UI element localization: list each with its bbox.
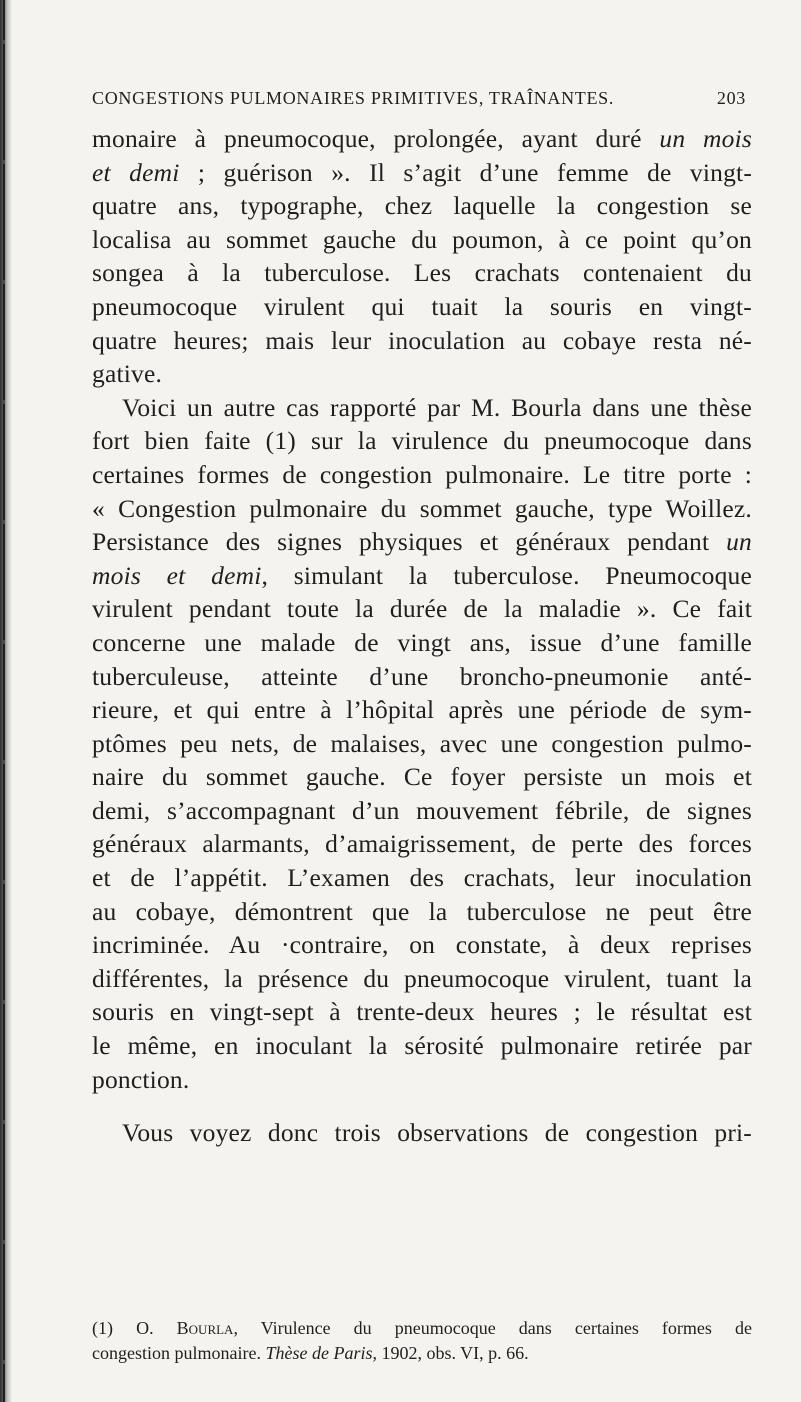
body-line — [92, 626, 752, 660]
body-line — [92, 693, 752, 727]
body-text: différentes, la présence du pneumocoque virulent, tuant la — [92, 963, 752, 993]
body-line — [92, 794, 752, 828]
body-line — [92, 156, 752, 190]
body-line — [92, 223, 752, 257]
body-line — [92, 290, 752, 324]
body-text: concerne une malade de vingt ans, issue d’une famille — [92, 627, 752, 657]
footnotes — [92, 1316, 752, 1366]
body-line — [92, 1063, 752, 1097]
body-text: songea à la tuberculose. Les crachats contenaient du — [92, 258, 752, 288]
footnote-italic-text: Thèse de Paris — [265, 1343, 373, 1363]
body-text: le même, en inoculant la sérosité pulmonaire retirée par — [92, 1031, 752, 1061]
body-line — [92, 592, 752, 626]
body-text: quatre heures; mais leur inoculation au cobaye resta né- — [92, 325, 752, 355]
body-italic-text: et demi — [92, 157, 180, 187]
body-text: monaire à pneumocoque, prolongée, ayant duré — [92, 124, 660, 153]
body-text: demi, s’accompagnant d’un mouvement fébrile, de signes — [92, 795, 752, 825]
body-line — [92, 492, 752, 526]
footnote-text: , Virulence du pneumocoque dans certaines formes de — [233, 1318, 752, 1338]
body-italic-text: un — [726, 527, 752, 557]
body-text: naire du sommet gauche. Ce foyer persiste un mois et — [92, 762, 752, 792]
running-head-title: CONGESTIONS PULMONAIRES PRIMITIVES, TRAÎNANTES. — [92, 88, 615, 108]
footnote-text: , 1902, obs. VI, p. 66. — [372, 1343, 529, 1363]
body-line — [92, 525, 752, 559]
body-line — [92, 189, 752, 223]
body-text: ; guérison ». Il s’agit d’une femme de vingt- — [179, 157, 752, 187]
body-text: Persistance des signes physiques et généraux pendant — [92, 527, 727, 557]
body-text: ponction. — [92, 1064, 190, 1094]
page-number: 203 — [716, 88, 746, 108]
body-text: Voici un autre cas rapporté par M. Bourla dans une thèse — [122, 392, 752, 422]
body-text: pneumocoque virulent qui tuait la souris en vingt- — [92, 291, 752, 321]
body-text: et de l’appétit. L’examen des crachats, leur inoculation — [92, 863, 752, 893]
body-italic-text: mois et demi — [92, 560, 262, 590]
body-line — [92, 458, 752, 492]
body-line — [92, 995, 752, 1029]
body-line — [92, 760, 752, 794]
body-text: gative. — [92, 359, 163, 389]
body-line — [92, 256, 752, 290]
body-text: « Congestion pulmonaire du sommet gauche, type Woillez. — [92, 493, 752, 523]
body-line — [92, 962, 752, 996]
body-line — [92, 357, 752, 391]
body-line — [92, 122, 752, 156]
footnote-small-caps-text: Bourla — [176, 1318, 234, 1338]
body-line — [92, 895, 752, 929]
body-text: souris en vingt-sept à trente-deux heures ; le résultat est — [92, 997, 752, 1027]
body-line — [92, 1116, 752, 1150]
body-text: rieure, et qui entre à l’hôpital après une période de sym- — [92, 695, 752, 725]
body-text: Vous voyez donc trois observations de congestion pri- — [122, 1118, 752, 1148]
body-line — [92, 424, 752, 458]
body-italic-text: un mois — [659, 124, 752, 153]
footnote-text: congestion pulmonaire. — [92, 1343, 266, 1363]
body-text: localisa au sommet gauche du poumon, à ce point qu’on — [92, 224, 752, 254]
body-line — [92, 861, 752, 895]
body-line — [92, 1029, 752, 1063]
body-text: virulent pendant toute la durée de la maladie ». Ce fait — [92, 594, 752, 624]
footnote-line — [92, 1316, 752, 1341]
body-text: fort bien faite (1) sur la virulence du pneumocoque dans — [92, 426, 752, 456]
body-text: certaines formes de congestion pulmonaire. Le titre porte : — [92, 459, 752, 489]
body-line — [92, 928, 752, 962]
paragraph-gap — [92, 1096, 752, 1116]
body-text: tuberculeuse, atteinte d’une broncho-pneumonie anté- — [92, 661, 752, 691]
body-line — [92, 324, 752, 358]
body-line — [92, 391, 752, 425]
footnote-line — [92, 1341, 752, 1366]
body-text: , simulant la tuberculose. Pneumocoque — [261, 560, 752, 590]
body-line — [92, 559, 752, 593]
body-text: quatre ans, typographe, chez laquelle la congestion se — [92, 191, 752, 221]
body-text: ptômes peu nets, de malaises, avec une congestion pulmo- — [92, 728, 752, 758]
body-line — [92, 827, 752, 861]
body-text: au cobaye, démontrent que la tuberculose ne peut être — [92, 896, 752, 926]
body-line — [92, 727, 752, 761]
body-text: incriminée. Au ·contraire, on constate, à deux reprises — [92, 930, 752, 960]
body-text: généraux alarmants, d’amaigrissement, de perte des forces — [92, 829, 752, 859]
body-line — [92, 660, 752, 694]
footnote-text: (1) O. — [92, 1318, 177, 1338]
body-text — [92, 122, 752, 1150]
